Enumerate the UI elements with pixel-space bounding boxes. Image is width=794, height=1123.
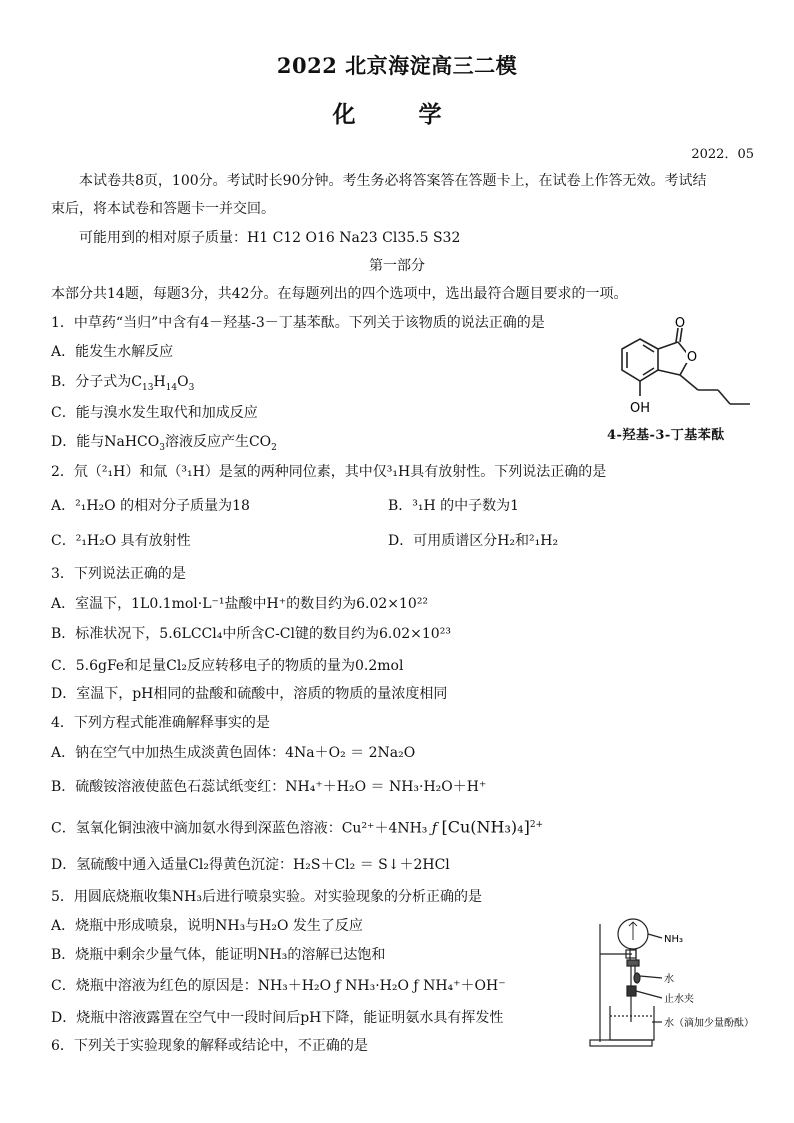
q3-option-d: D．室温下，pH相同的盐酸和硫酸中，溶质的物质的量浓度相同: [51, 686, 448, 702]
q1-option-c: C．能与溴水发生取代和加成反应: [51, 405, 258, 421]
q1-b-sub13: 13: [142, 382, 154, 393]
clamp-label: 止水夹: [664, 994, 694, 1005]
q4-option-b: B．硫酸铵溶液使蓝色石蕊试纸变红：NH₄⁺＋H₂O ＝ NH₃·H₂O＋H⁺: [51, 779, 487, 795]
carbonyl-oxygen-label: O: [674, 316, 686, 331]
atomic-mass-line: 可能用到的相对原子质量：H1 C12 O16 Na23 Cl35.5 S32: [79, 230, 461, 246]
q6-stem: 6．下列关于实验现象的解释或结论中，不正确的是: [51, 1038, 368, 1054]
q4-option-d: D．氢硫酸中通入适量Cl₂得黄色沉淀：H₂S＋Cl₂ ＝ S↓＋2HCl: [51, 857, 450, 873]
q3-stem: 3．下列说法正确的是: [51, 566, 186, 582]
intro-line-1: 本试卷共8页，100分。考试时长90分钟。考生务必将答案答在答题卡上，在试卷上作答无效。考试结: [79, 173, 707, 189]
subject-title: 化 学: [332, 101, 462, 128]
equilibrium-symbol: ƒ: [431, 820, 438, 837]
complex-ion-charge: 2+: [529, 820, 544, 830]
q4-option-a: A．钠在空气中加热生成淡黄色固体：4Na＋O₂ ＝ 2Na₂O: [51, 745, 416, 761]
q1-d-mid: 溶液反应产生CO: [164, 434, 272, 450]
phthalide-structure: [600, 312, 770, 422]
q1-d-sub2: 2: [271, 442, 277, 453]
q2-option-a: A．²₁H₂O 的相对分子质量为18: [51, 498, 250, 514]
intro-line-2: 束后，将本试卷和答题卡一并交回。: [51, 201, 275, 217]
structure-caption: 4-羟基-3-丁基苯酞: [607, 428, 725, 443]
q2-option-c: C．²₁H₂O 具有放射性: [51, 533, 191, 549]
q2-option-d: D．可用质谱区分H₂和²₁H₂: [388, 533, 559, 549]
part-heading: 第一部分: [369, 258, 425, 274]
q1-b-sub3: 3: [188, 382, 195, 393]
q1-d-sub3: 3: [159, 442, 165, 453]
q5-option-b: B．烧瓶中剩余少量气体，能证明NH₃的溶解已达饱和: [51, 947, 386, 963]
stand-base: [590, 1040, 652, 1046]
q1-option-a: A．能发生水解反应: [51, 344, 174, 360]
q1-d-text: D．能与NaHCO: [51, 434, 160, 450]
q5-option-c: C．烧瓶中溶液为红色的原因是：NH₃＋H₂O ƒ NH₃·H₂O ƒ NH₄⁺＋OH⁻: [51, 978, 506, 994]
nh3-label: NH₃: [664, 934, 684, 945]
beaker: [610, 1006, 654, 1040]
q1-b-o: O: [177, 374, 189, 390]
q1-option-d: [51, 432, 277, 458]
q5-option-a: A．烧瓶中形成喷泉，说明NH₃与H₂O 发生了反应: [51, 918, 363, 934]
q1-b-text: B．分子式为C: [51, 374, 142, 390]
q5-option-d: D．烧瓶中溶液露置在空气中一段时间后pH下降，能证明氨水具有挥发性: [51, 1010, 504, 1026]
q4-c-text: C．氢氧化铜浊液中滴加氨水得到深蓝色溶液：Cu²⁺＋4NH₃: [51, 820, 428, 837]
q2-stem: 2．氘（²₁H）和氚（³₁H）是氢的两种同位素，其中仅³₁H具有放射性。下列说法正确的是: [51, 464, 607, 480]
q1-b-sub14: 14: [165, 382, 178, 393]
water-label: 水: [664, 974, 674, 985]
q2-option-b: B．³₁H 的中子数为1: [388, 498, 520, 514]
beaker-label: 水（滴加少量酚酞）: [664, 1018, 754, 1029]
ring-oxygen-label: O: [686, 350, 698, 365]
q4-option-c: [51, 815, 543, 839]
q5-stem: 5．用圆底烧瓶收集NH₃后进行喷泉实验。对实验现象的分析正确的是: [51, 889, 482, 905]
q4-stem: 4．下列方程式能准确解释事实的是: [51, 715, 270, 731]
exam-date: 2022．05: [691, 147, 754, 162]
q1-stem: 1．中草药“当归”中含有4－羟基-3－丁基苯酞。下列关于该物质的说法正确的是: [51, 315, 545, 331]
complex-ion: [Cu(NH₃)₄]: [441, 817, 530, 837]
q3-option-b: B．标准状况下，5.6LCCl₄中所含C-Cl键的数目约为6.02×10²³: [51, 626, 451, 642]
exam-title: 2022 北京海淀高三二模: [276, 53, 518, 78]
q3-option-c: C．5.6gFe和足量Cl₂反应转移电子的物质的量为0.2mol: [51, 658, 404, 674]
hydroxyl-label: OH: [629, 401, 651, 416]
fountain-apparatus: [588, 914, 768, 1054]
q1-option-b: [51, 372, 194, 398]
part-instruction: 本部分共14题，每题3分，共42分。在每题列出的四个选项中，选出最符合题目要求的一项。: [51, 286, 628, 302]
q1-b-h: H: [153, 374, 166, 390]
q3-option-a: A．室温下，1L0.1mol·L⁻¹盐酸中H⁺的数目约为6.02×10²²: [51, 596, 429, 612]
